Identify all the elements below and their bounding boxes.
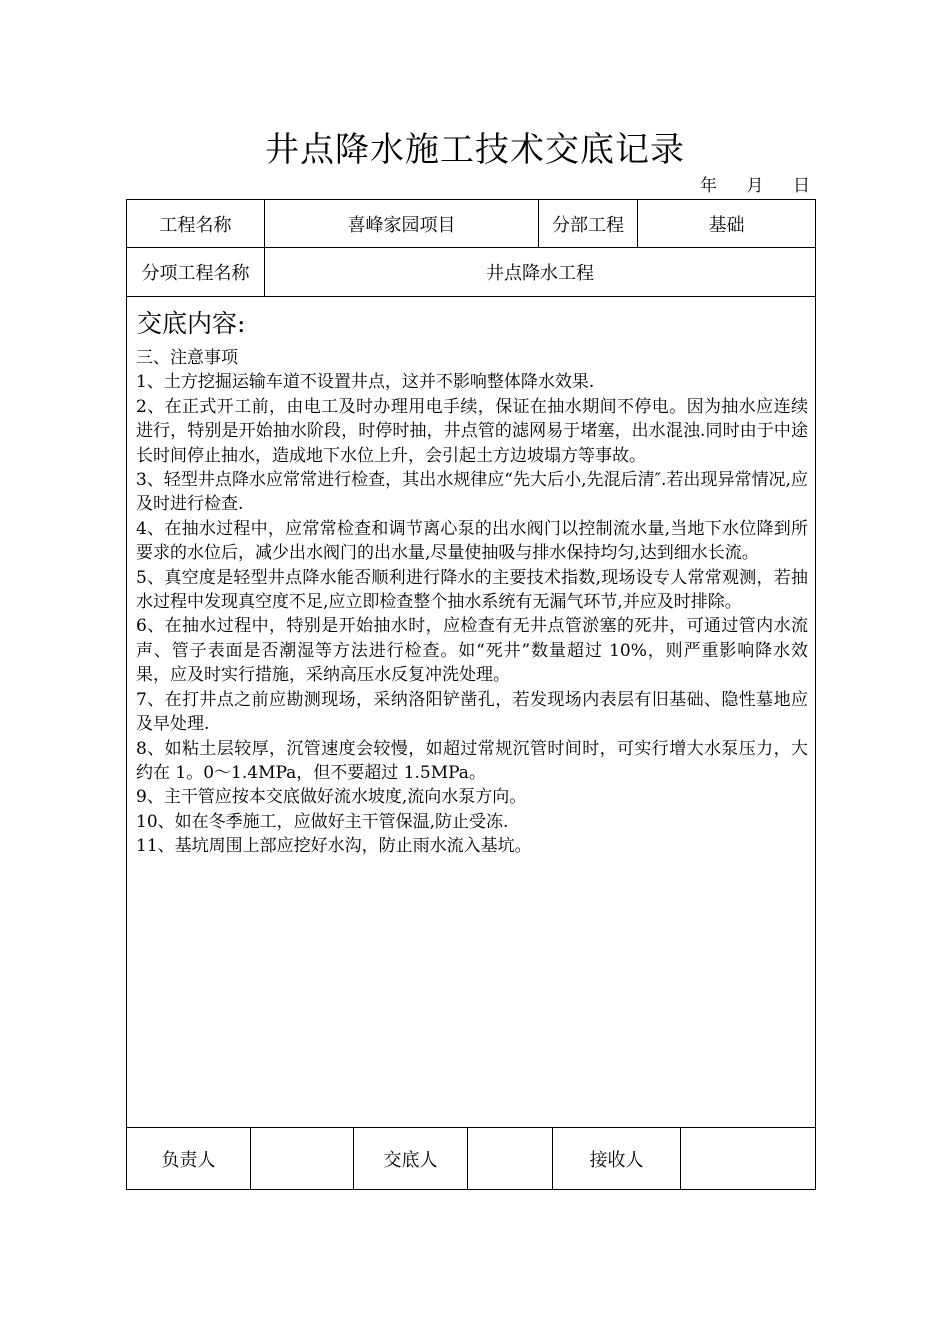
- table-divider: [126, 296, 816, 297]
- content-paragraph: 4、在抽水过程中，应常常检查和调节离心泵的出水阀门以控制流水量,当地下水位降到所要求的水位后，减少出水阀门的出水量,尽量使抽吸与排水保持均匀,达到细水长流。: [136, 518, 808, 564]
- content-paragraph: 2、在正式开工前，由电工及时办理用电手续，保证在抽水期间不停电。因为抽水应连续进行，特别是开始抽水阶段，时停时抽，井点管的滤网易于堵塞，出水混浊.同时由于中途长时间停止抽水，造成地下水位上升，会引起土方边坡塌方等事故。: [136, 396, 808, 466]
- project-name-label: 工程名称: [159, 214, 232, 236]
- content-paragraph: 11、基坑周围上部应挖好水沟，防止雨水流入基坑。: [136, 836, 532, 857]
- content-paragraph: 3、轻型井点降水应常常进行检查，其出水规律应“先大后小,先混后清″.若出现异常情况,应及时进行检查.: [136, 470, 808, 515]
- content-paragraph: 8、如粘土层较厚，沉管速度会较慢，如超过常规沉管时间时，可实行增大水泵压力，大约在 1。0～1.4MPa，但不要超过 1.5MPa。: [136, 738, 808, 783]
- subitem-label: 分项工程名称: [141, 263, 250, 284]
- date-day: 日: [793, 176, 810, 196]
- content-paragraph: 1、土方挖掘运输车道不设置井点，这并不影响整体降水效果.: [136, 372, 595, 393]
- presenter-value: [468, 1128, 552, 1189]
- content-paragraph: 7、在打井点之前应勘测现场，采纳洛阳铲凿孔，若发现场内表层有旧基础、隐性墓地应及早处理.: [136, 689, 808, 735]
- project-name-value: 喜峰家园项目: [347, 214, 456, 236]
- table-border-right: [815, 199, 816, 1190]
- content-paragraph: 10、如在冬季施工，应做好主干管保温,防止受冻.: [136, 811, 509, 832]
- date-year: 年: [700, 176, 717, 196]
- table-border-left: [126, 199, 127, 1190]
- subitem-value: 井点降水工程: [486, 263, 594, 284]
- division-label: 分部工程: [552, 214, 624, 236]
- content-paragraph: 9、主干管应按本交底做好流水坡度,流向水泵方向。: [136, 787, 527, 808]
- content-heading: 交底内容:: [137, 309, 246, 338]
- receiver-label: 接收人: [589, 1149, 644, 1171]
- document-title: 井点降水施工技术交底记录: [265, 130, 685, 170]
- date-month: 月: [746, 176, 764, 196]
- responsible-label: 负责人: [161, 1149, 216, 1171]
- content-body: [136, 346, 808, 859]
- receiver-value: [681, 1128, 815, 1189]
- content-paragraph: 5、真空度是轻型井点降水能否顺利进行降水的主要技术指数,现场设专人常常观测，若抽水过程中发现真空度不足,应立即检查整个抽水系统有无漏气环节,并应及时排除。: [136, 567, 808, 613]
- content-paragraph: 三、注意事项: [136, 348, 238, 368]
- presenter-label: 交底人: [383, 1149, 438, 1171]
- date-line: [700, 175, 810, 197]
- content-paragraph: 6、在抽水过程中，特别是开始抽水时，应检查有无井点管淤塞的死井，可通过管内水流声、管子表面是否潮湿等方法进行检查。如“死井”数量超过 10%，则严重影响降水效果，应及时实行措施，采纳高压水反复冲洗处理。: [136, 616, 808, 686]
- division-value: 基础: [708, 214, 745, 236]
- responsible-value: [251, 1128, 353, 1189]
- table-border-bottom: [126, 1189, 816, 1190]
